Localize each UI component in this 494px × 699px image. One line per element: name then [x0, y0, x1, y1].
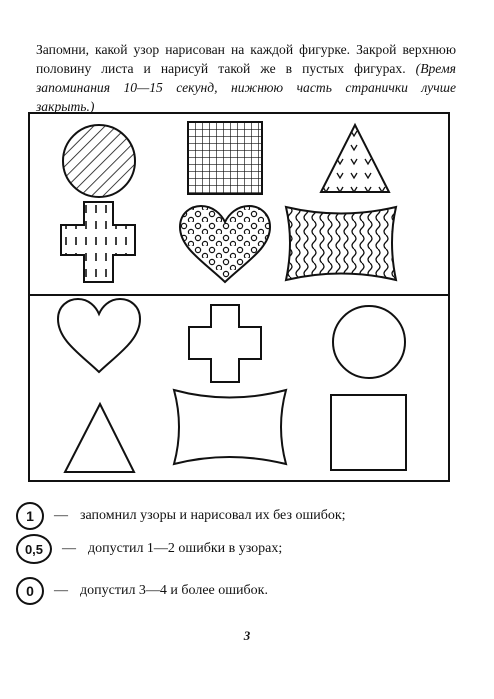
- score-row-2: [16, 534, 282, 564]
- score-text: допустил 1—2 ошибки в узорах;: [88, 541, 283, 556]
- empty-square-shape: [331, 395, 406, 470]
- circle-hatched-shape: [63, 125, 135, 197]
- empty-cross-shape: [189, 305, 261, 382]
- instruction-main: Запомни, какой узор нарисован на каждой фигурке. Закрой верхнюю половину листа и нарисуй такой же в пустых фигурах.: [36, 42, 456, 76]
- triangle-checkmarks-shape: [321, 125, 389, 192]
- score-row-3: [16, 576, 268, 606]
- heart-circles-shape: [180, 206, 270, 282]
- empty-bowtie-shape: [174, 390, 286, 464]
- instruction-text: [36, 40, 456, 116]
- score-dash: —: [54, 508, 68, 523]
- score-dash: —: [62, 541, 76, 556]
- bowtie-waves-shape: [286, 207, 396, 280]
- score-row-1: [16, 501, 346, 531]
- score-badge: 0,5: [16, 534, 52, 564]
- instruction-note: (Время запоминания 10—15 секунд, нижнюю часть странички лучше закрыть.): [36, 61, 456, 114]
- empty-triangle-shape: [65, 404, 134, 472]
- square-grid-shape: [188, 122, 262, 194]
- empty-circle-shape: [333, 306, 405, 378]
- score-badge: 0: [16, 577, 44, 605]
- score-text: запомнил узоры и нарисовал их без ошибок;: [80, 508, 346, 523]
- page-number: 3: [243, 628, 251, 643]
- score-text: допустил 3—4 и более ошибок.: [80, 583, 268, 598]
- shapes-frame: [28, 112, 450, 482]
- cross-ticks-shape: [61, 202, 135, 282]
- empty-heart-shape: [58, 299, 140, 372]
- score-badge: 1: [16, 502, 44, 530]
- score-dash: —: [54, 583, 68, 598]
